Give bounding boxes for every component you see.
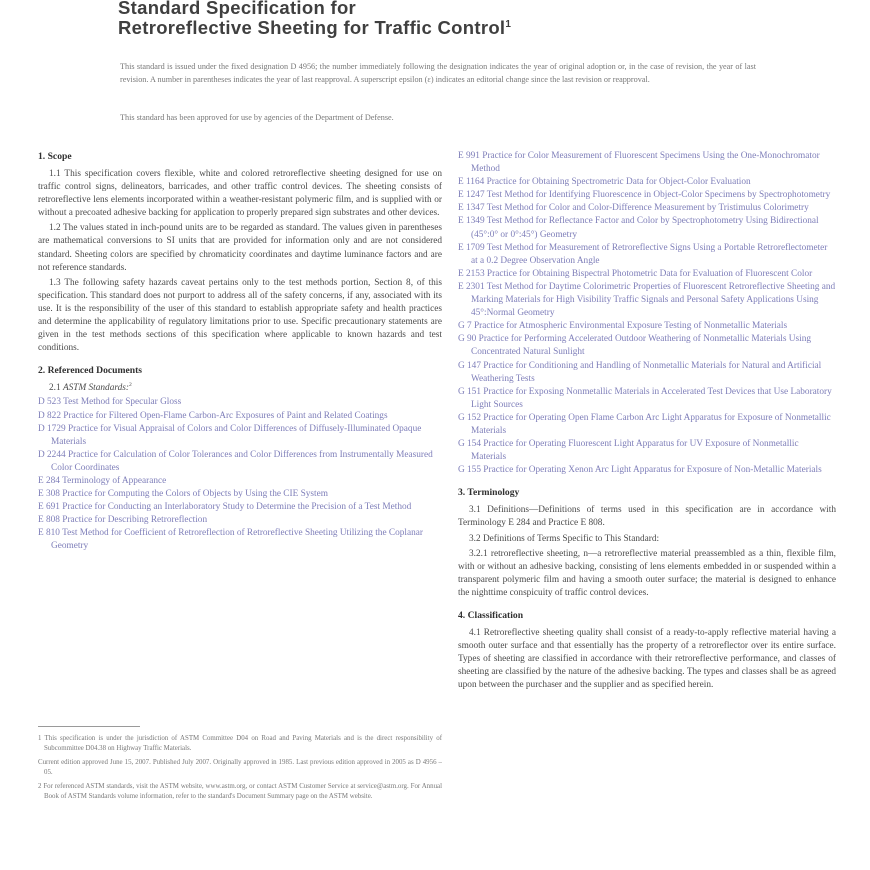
reference-link[interactable]: E 1164 Practice for Obtaining Spectrometric Data for Object-Color Evaluation xyxy=(458,177,751,188)
footnote-1-edition: Current edition approved June 15, 2007. Published July 2007. Originally approved in 1985. Last previous edition approved in 2005 as D 4956 – 05. xyxy=(38,759,442,776)
reference-link[interactable]: E 2153 Practice for Obtaining Bispectral Photometric Data for Evaluation of Fluorescent Color xyxy=(458,268,813,279)
reference-list-right xyxy=(458,150,836,477)
designation-note: This standard is issued under the fixed designation D 4956; the number immediately following the designation indicates the year of original adoption or, in the case of revision, the year of last revision. A number in parentheses indicates the year of last reapproval. A superscript epsilon (ε) indicates an editorial change since the last revision or reapproval. xyxy=(120,62,756,84)
reference-link[interactable]: E 308 Practice for Computing the Colors of Objects by Using the CIE System xyxy=(38,489,328,500)
reference-link[interactable]: G 7 Practice for Atmospheric Environmental Exposure Testing of Nonmetallic Materials xyxy=(458,321,788,332)
reference-link[interactable]: D 1729 Practice for Visual Appraisal of Colors and Color Differences of Diffusely-Illuminated Opaque Materials xyxy=(38,423,422,447)
footnote-1: 1 This specification is under the jurisdiction of ASTM Committee D04 on Road and Paving Materials and is the direct responsibility of Subcommittee D04.38 on Highway Traffic Materials. xyxy=(38,735,442,752)
reference-link[interactable]: E 284 Terminology of Appearance xyxy=(38,475,167,486)
scope-heading: 1. Scope xyxy=(38,151,72,162)
reference-link[interactable]: G 151 Practice for Exposing Nonmetallic Materials in Accelerated Test Devices that Use Laboratory Light Sources xyxy=(458,386,832,410)
document-title xyxy=(118,18,511,38)
astm-standards-subheading xyxy=(38,382,442,395)
title-block xyxy=(118,0,511,38)
referenced-documents-heading: 2. Referenced Documents xyxy=(38,365,142,377)
right-column xyxy=(458,148,836,862)
reference-link[interactable]: E 808 Practice for Describing Retroreflection xyxy=(38,515,208,526)
astm-standards-label: ASTM Standards: xyxy=(62,383,129,394)
document-title-prefix: Standard Specification for xyxy=(118,0,357,18)
reference-link[interactable]: G 155 Practice for Operating Xenon Arc Light Apparatus for Exposure of Non-Metallic Materials xyxy=(458,465,822,476)
reference-link[interactable]: D 523 Test Method for Specular Gloss xyxy=(38,397,182,408)
reference-link[interactable]: E 1349 Test Method for Reflectance Factor and Color by Spectrophotometry Using Bidirectional (45°:0° or 0°:45°) Geometry xyxy=(458,216,819,240)
dod-approval-note: This standard has been approved for use by agencies of the Department of Defense. xyxy=(120,113,394,122)
terminology-heading: 3. Terminology xyxy=(458,487,520,499)
reference-link[interactable]: G 152 Practice for Operating Open Flame Carbon Arc Light Apparatus for Exposure of Nonmetallic Materials xyxy=(458,412,831,436)
astm-standards-prefix: 2.1 xyxy=(49,383,61,394)
terminology-paragraph-3-2: 3.2 Definitions of Terms Specific to This Standard: xyxy=(469,533,660,544)
footnotes-block xyxy=(38,726,442,806)
reference-link[interactable]: E 810 Test Method for Coefficient of Retroreflection of Retroreflective Sheeting Utilizing the Coplanar Geometry xyxy=(38,528,423,552)
astm-standards-footnote-marker: 2 xyxy=(128,382,132,389)
reference-link[interactable]: G 154 Practice for Operating Fluorescent Light Apparatus for UV Exposure of Nonmetallic Materials xyxy=(458,439,799,463)
terminology-paragraph-3-1: 3.1 Definitions—Definitions of terms used in this specification are in accordance with Terminology E 284 and Practice E 808. xyxy=(458,505,836,529)
left-column xyxy=(38,148,442,720)
reference-link[interactable]: D 822 Practice for Filtered Open-Flame Carbon-Arc Exposures of Paint and Related Coatings xyxy=(38,410,388,421)
terminology-paragraph-3-2-1: 3.2.1 retroreflective sheeting, n—a retroreflective material preassembled as a thin, flexible film, with or without an adhesive backing, consisting of lens elements embedded in or suspended within a transparent polymeric film and having a smooth outer surface; the material is designed to enhance the nighttime conspicuity of traffic control devices. xyxy=(458,548,836,598)
footnote-rule xyxy=(38,726,140,727)
reference-link[interactable]: E 991 Practice for Color Measurement of Fluorescent Specimens Using the One-Monochromator Method xyxy=(458,151,820,175)
reference-link[interactable]: G 90 Practice for Performing Accelerated Outdoor Weathering of Nonmetallic Materials Using Concentrated Natural Sunlight xyxy=(458,334,812,358)
reference-link[interactable]: G 147 Practice for Conditioning and Handling of Nonmetallic Materials for Natural and Artificial Weathering Tests xyxy=(458,360,822,384)
classification-paragraph-4-1: 4.1 Retroreflective sheeting quality shall consist of a ready-to-apply reflective material having a smooth outer surface and that essentially has the property of a retroreflector over its entire surface. Types of sheeting are classified in accordance with their retroreflective performance, and classes of sheeting are classified by the nature of the adhesive backing. The types and classes shall be as agreed upon between the purchaser and the supplier and as specified herein. xyxy=(458,628,836,691)
document-title-text: Retroreflective Sheeting for Traffic Control xyxy=(118,17,506,38)
footnote-2: 2 For referenced ASTM standards, visit the ASTM website, www.astm.org, or contact ASTM Customer Service at service@astm.org. For Annual Book of ASTM Standards volume information, refer to the standard's Document Summary page on the ASTM website. xyxy=(38,783,442,800)
reference-list-left xyxy=(38,396,442,553)
reference-link[interactable]: E 1247 Test Method for Identifying Fluorescence in Object-Color Specimens by Spectrophotometry xyxy=(458,190,831,201)
scope-paragraph-1-1: 1.1 This specification covers flexible, white and colored retroreflective sheeting designed for use on traffic control signs, delineators, barricades, and other traffic control devices. The sheeting consists of retroreflective lens elements incorporated within a weather-resistant polymeric film, and is supplied with or without a precoated adhesive backing for application to properly prepared sign substrates and other devices. xyxy=(38,169,442,219)
scope-paragraph-1-2: 1.2 The values stated in inch-pound units are to be regarded as standard. The values given in parentheses are mathematical conversions to SI units that are provided for information only and are not considered standard. Sheeting colors are specified by chromaticity coordinates and daytime luminance factors and are not reference standards. xyxy=(38,223,442,273)
reference-link[interactable]: E 1347 Test Method for Color and Color-Difference Measurement by Tristimulus Colorimetry xyxy=(458,203,809,214)
reference-link[interactable]: E 691 Practice for Conducting an Interlaboratory Study to Determine the Precision of a Test Method xyxy=(38,502,412,513)
reference-link[interactable]: E 2301 Test Method for Daytime Colorimetric Properties of Fluorescent Retroreflective Sheeting and Marking Materials for High Visibility Traffic Signals and Personal Safety Applications Using 45°:Normal Geometry xyxy=(458,281,836,319)
classification-heading: 4. Classification xyxy=(458,610,524,621)
title-footnote-marker: 1 xyxy=(505,18,512,30)
reference-link[interactable]: D 2244 Practice for Calculation of Color Tolerances and Color Differences from Instrumentally Measured Color Coordinates xyxy=(38,449,433,473)
scope-paragraph-1-3: 1.3 The following safety hazards caveat pertains only to the test methods portion, Section 8, of this specification. This standard does not purport to address all of the safety concerns, if any, associated with its use. It is the responsibility of the user of this standard to establish appropriate safety and health practices and determine the applicability of regulatory limitations prior to use. Specific precautionary statements are given in the test methods sections of this specification where applicable to known hazards and test conditions. xyxy=(38,277,442,354)
reference-link[interactable]: E 1709 Test Method for Measurement of Retroreflective Signs Using a Portable Retroreflectometer at a 0.2 Degree Observation Angle xyxy=(458,242,828,266)
